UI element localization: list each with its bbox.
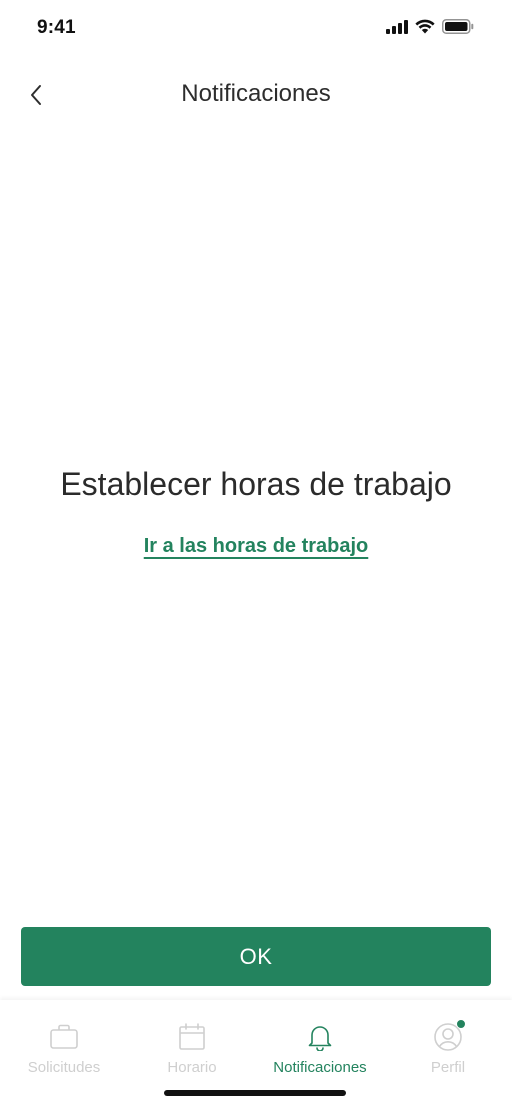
nav-bar <box>0 66 512 124</box>
status-icons <box>386 19 474 34</box>
empty-state-heading: Establecer horas de trabajo <box>60 466 452 502</box>
tab-label: Horario <box>167 1059 217 1076</box>
cellular-signal-icon <box>386 20 408 34</box>
bell-icon <box>304 1022 336 1052</box>
tab-label: Perfil <box>430 1059 466 1076</box>
briefcase-icon <box>48 1022 80 1052</box>
calendar-icon <box>176 1022 208 1052</box>
tab-label: Notificaciones <box>273 1059 367 1076</box>
working-hours-link[interactable]: Ir a las horas de trabajo <box>143 535 369 557</box>
page-title: Notificaciones <box>181 80 331 107</box>
home-indicator <box>164 1090 346 1096</box>
tab-solicitudes[interactable] <box>0 1022 128 1076</box>
status-time: 9:41 <box>37 17 76 38</box>
tab-perfil[interactable] <box>384 1022 512 1076</box>
status-bar <box>0 0 512 56</box>
tab-horario[interactable] <box>128 1022 256 1076</box>
tab-notificaciones[interactable] <box>256 1022 384 1076</box>
profile-icon <box>432 1022 464 1052</box>
battery-icon <box>442 19 474 34</box>
empty-state <box>0 466 512 558</box>
wifi-icon <box>415 19 435 34</box>
tab-label: Solicitudes <box>27 1059 101 1076</box>
notification-badge-dot <box>456 1019 466 1029</box>
ok-button[interactable]: OK <box>21 927 491 986</box>
